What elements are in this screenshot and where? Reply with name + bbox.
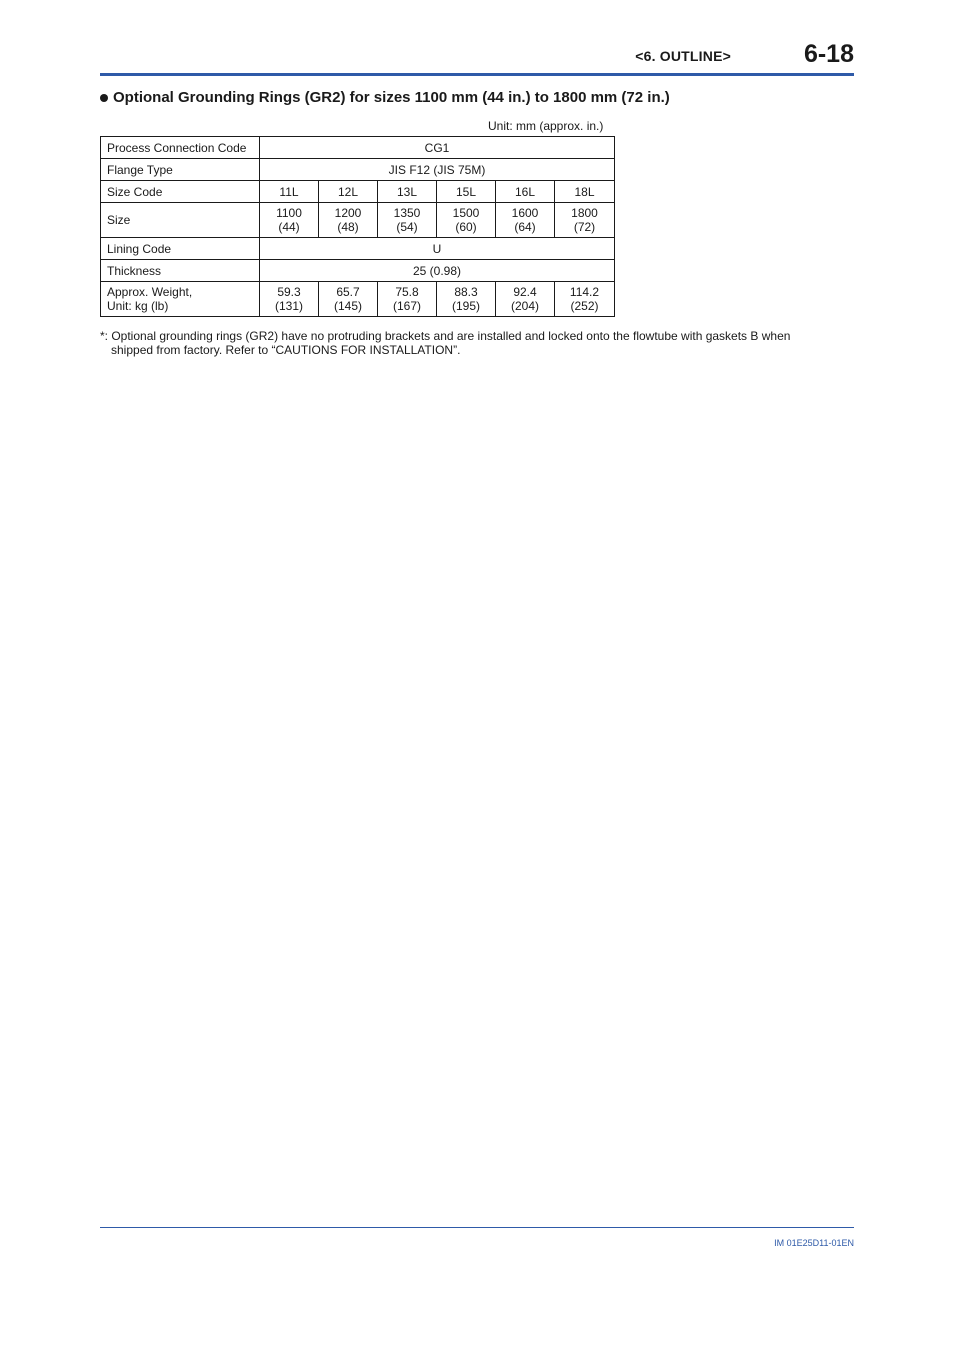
- bullet-icon: [100, 94, 108, 102]
- section-title: Optional Grounding Rings (GR2) for sizes 1100 mm (44 in.) to 1800 mm (72 in.): [113, 89, 670, 106]
- weight-kg: 65.7: [336, 285, 360, 299]
- table-cell: [555, 203, 615, 238]
- table-cell: [378, 282, 437, 317]
- weight-kg: 114.2: [569, 285, 600, 299]
- row-header: Lining Code: [101, 238, 260, 260]
- size-mm: 1200: [334, 206, 362, 220]
- table-row: [101, 159, 615, 181]
- grounding-ring-spec-table: [100, 136, 615, 317]
- footnote: [100, 329, 790, 357]
- table-cell: 18L: [555, 181, 615, 203]
- row-header: Process Connection Code: [101, 137, 260, 159]
- size-in: (44): [278, 220, 300, 234]
- table-cell: 13L: [378, 181, 437, 203]
- weight-kg: 75.8: [395, 285, 419, 299]
- table-cell: [319, 282, 378, 317]
- footnote-line: shipped from factory. Refer to “CAUTIONS FOR INSTALLATION”.: [111, 343, 461, 357]
- weight-kg: 88.3: [454, 285, 478, 299]
- table-cell: [319, 203, 378, 238]
- table-cell: 11L: [260, 181, 319, 203]
- table-cell: [496, 203, 555, 238]
- weight-label: Approx. Weight,: [107, 285, 193, 299]
- table-cell: [555, 282, 615, 317]
- row-header: Flange Type: [101, 159, 260, 181]
- size-in: (54): [396, 220, 418, 234]
- size-mm: 1100: [276, 206, 302, 220]
- weight-kg: 92.4: [513, 285, 537, 299]
- table-row: [101, 238, 615, 260]
- footnote-line: *: Optional grounding rings (GR2) have no protruding brackets and are installed and locked onto the flowtube with gaskets B when: [100, 329, 791, 343]
- weight-lb: (195): [451, 299, 480, 313]
- table-row: [101, 137, 615, 159]
- size-mm: 1350: [393, 206, 421, 220]
- size-mm: 1500: [452, 206, 480, 220]
- size-in: (72): [573, 220, 596, 234]
- row-header: Size Code: [101, 181, 260, 203]
- size-in: (64): [514, 220, 536, 234]
- footer-rule: [100, 1227, 854, 1228]
- weight-lb: (252): [570, 299, 599, 313]
- table-cell: U: [260, 238, 615, 260]
- weight-lb: (131): [274, 299, 303, 313]
- table-cell: 12L: [319, 181, 378, 203]
- table-cell: 16L: [496, 181, 555, 203]
- table-cell: 25 (0.98): [260, 260, 615, 282]
- table-row: [101, 181, 615, 203]
- document-id: IM 01E25D11-01EN: [774, 1238, 854, 1248]
- header-rule: [100, 73, 854, 76]
- table-cell: 15L: [437, 181, 496, 203]
- weight-unit-label: Unit: kg (lb): [107, 299, 169, 313]
- row-header: [101, 282, 260, 317]
- table-cell: [260, 282, 319, 317]
- section-heading: [100, 89, 670, 106]
- table-row: [101, 203, 615, 238]
- unit-note: Unit: mm (approx. in.): [488, 119, 604, 133]
- table-row: [101, 260, 615, 282]
- size-mm: 1600: [511, 206, 539, 220]
- table-cell: JIS F12 (JIS 75M): [260, 159, 615, 181]
- table-cell: [378, 203, 437, 238]
- row-header: Thickness: [101, 260, 260, 282]
- table-cell: [437, 282, 496, 317]
- size-in: (48): [337, 220, 359, 234]
- row-header: Size: [101, 203, 260, 238]
- table-cell: [496, 282, 555, 317]
- table-cell: [437, 203, 496, 238]
- size-mm: 1800: [571, 206, 598, 220]
- table-row: [101, 282, 615, 317]
- size-in: (60): [455, 220, 477, 234]
- weight-lb: (167): [392, 299, 421, 313]
- weight-lb: (145): [333, 299, 362, 313]
- page-number: 6-18: [803, 40, 854, 68]
- weight-kg: 59.3: [277, 285, 301, 299]
- weight-lb: (204): [510, 299, 539, 313]
- table-cell: CG1: [260, 137, 615, 159]
- chapter-header: <6. OUTLINE>: [635, 48, 731, 64]
- table-cell: [260, 203, 319, 238]
